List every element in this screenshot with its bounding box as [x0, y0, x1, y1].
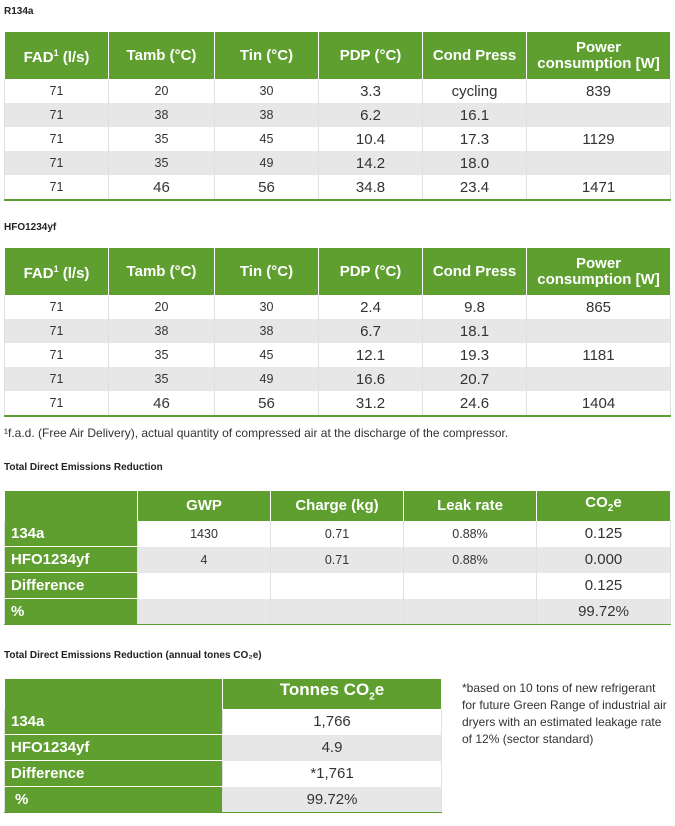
table-row [5, 343, 671, 367]
header-tamb: Tamb (°C) [109, 248, 215, 295]
r134a-title: R134a [4, 6, 34, 17]
cell: 71 [5, 127, 109, 151]
cell: 30 [215, 295, 319, 319]
cell: 2.4 [319, 295, 423, 319]
table-header-row [5, 679, 442, 709]
cell: 4 [138, 547, 271, 573]
row-label: % [5, 787, 223, 813]
cell: 49 [215, 151, 319, 175]
header-blank [5, 491, 138, 521]
header-fad: FAD$^1$ (l/s) [5, 248, 109, 295]
cell: 35 [109, 367, 215, 391]
table-row [5, 151, 671, 175]
cell: 71 [5, 367, 109, 391]
table-row [5, 599, 671, 625]
table-row [5, 391, 671, 416]
cell: 20 [109, 79, 215, 103]
table-row [5, 79, 671, 103]
table-header-row [5, 491, 671, 521]
emissions-title: Total Direct Emissions Reduction [4, 462, 163, 473]
cell: 31.2 [319, 391, 423, 416]
cell: 17.3 [423, 127, 527, 151]
cell: 0.88% [404, 547, 537, 573]
cell [404, 573, 537, 599]
header-pdp: PDP (°C) [319, 32, 423, 79]
cell [404, 599, 537, 625]
cell: 14.2 [319, 151, 423, 175]
cell: 1430 [138, 521, 271, 547]
table-row [5, 175, 671, 200]
row-label: HFO1234yf [5, 735, 223, 761]
cell: 56 [215, 391, 319, 416]
cell: 865 [527, 295, 671, 319]
header-blank [5, 679, 223, 709]
header-cond-press: Cond Press [423, 32, 527, 79]
table-row [5, 573, 671, 599]
cell [527, 103, 671, 127]
table-row [5, 787, 442, 813]
cell: 0.000 [537, 547, 671, 573]
cell: 1471 [527, 175, 671, 200]
cell: 10.4 [319, 127, 423, 151]
cell: 38 [109, 319, 215, 343]
cell: 6.2 [319, 103, 423, 127]
cell: 19.3 [423, 343, 527, 367]
cell: 3.3 [319, 79, 423, 103]
cell: 46 [109, 175, 215, 200]
cell: 71 [5, 103, 109, 127]
cell: 71 [5, 79, 109, 103]
cell: 0.125 [537, 521, 671, 547]
row-label: Difference [5, 573, 138, 599]
table-header-row [5, 248, 671, 295]
cell: 1181 [527, 343, 671, 367]
cell: 99.72% [537, 599, 671, 625]
cell: 71 [5, 391, 109, 416]
cell: 12.1 [319, 343, 423, 367]
cell: 99.72% [223, 787, 442, 813]
hfo-table [4, 248, 671, 417]
cell: 38 [215, 103, 319, 127]
header-leak-rate: Leak rate [404, 491, 537, 521]
header-cond-press: Cond Press [423, 248, 527, 295]
cell: 0.88% [404, 521, 537, 547]
row-label: HFO1234yf [5, 547, 138, 573]
cell: 35 [109, 343, 215, 367]
table-row [5, 367, 671, 391]
cell: 34.8 [319, 175, 423, 200]
header-fad: FAD$^1$ (l/s) [5, 32, 109, 79]
emissions-table [4, 491, 671, 625]
table-row [5, 709, 442, 735]
cell: 1129 [527, 127, 671, 151]
cell: 71 [5, 151, 109, 175]
table-row [5, 103, 671, 127]
header-tin: Tin (°C) [215, 248, 319, 295]
cell [527, 319, 671, 343]
cell [527, 151, 671, 175]
cell: 0.71 [271, 521, 404, 547]
row-label: 134a [5, 521, 138, 547]
footnote: ¹f.a.d. (Free Air Delivery), actual quantity of compressed air at the discharge of the compressor. [4, 426, 509, 440]
table-row [5, 735, 442, 761]
table-row [5, 761, 442, 787]
header-tonnes-co2e: Tonnes $CO_2e$ [223, 679, 442, 709]
cell: 71 [5, 319, 109, 343]
cell: 56 [215, 175, 319, 200]
cell: 71 [5, 175, 109, 200]
cell: 45 [215, 127, 319, 151]
table-row [5, 127, 671, 151]
cell [271, 573, 404, 599]
cell: 45 [215, 343, 319, 367]
row-label: Difference [5, 761, 223, 787]
annual-note: *based on 10 tons of new refrigerant for future Green Range of industrial air dryers with an estimated leakage rate of 12% (sector standard) [462, 681, 667, 746]
cell: 1,766 [223, 709, 442, 735]
cell: 839 [527, 79, 671, 103]
cell: 0.71 [271, 547, 404, 573]
header-power: Power consumption [W] [527, 32, 671, 79]
cell: 4.9 [223, 735, 442, 761]
cell: 71 [5, 295, 109, 319]
cell [527, 367, 671, 391]
header-charge: Charge (kg) [271, 491, 404, 521]
header-pdp: PDP (°C) [319, 248, 423, 295]
cell: 16.1 [423, 103, 527, 127]
cell [138, 599, 271, 625]
cell: 24.6 [423, 391, 527, 416]
cell: 38 [109, 103, 215, 127]
cell [271, 599, 404, 625]
row-label: 134a [5, 709, 223, 735]
cell: *1,761 [223, 761, 442, 787]
cell: 20 [109, 295, 215, 319]
table-row [5, 521, 671, 547]
cell: 18.0 [423, 151, 527, 175]
cell: 16.6 [319, 367, 423, 391]
row-label: % [5, 599, 138, 625]
header-tin: Tin (°C) [215, 32, 319, 79]
cell: 49 [215, 367, 319, 391]
cell: 1404 [527, 391, 671, 416]
header-power: Power consumption [W] [527, 248, 671, 295]
cell: 18.1 [423, 319, 527, 343]
cell: 71 [5, 343, 109, 367]
hfo-title: HFO1234yf [4, 222, 57, 233]
header-co2e: $CO_2e$ [537, 491, 671, 521]
table-row [5, 295, 671, 319]
cell: 0.125 [537, 573, 671, 599]
cell: 6.7 [319, 319, 423, 343]
cell: cycling [423, 79, 527, 103]
cell: 35 [109, 127, 215, 151]
cell: 23.4 [423, 175, 527, 200]
table-row [5, 547, 671, 573]
cell [138, 573, 271, 599]
cell: 9.8 [423, 295, 527, 319]
annual-table [4, 679, 442, 813]
table-row [5, 319, 671, 343]
table-header-row [5, 32, 671, 79]
cell: 38 [215, 319, 319, 343]
cell: 30 [215, 79, 319, 103]
header-gwp: GWP [138, 491, 271, 521]
r134a-table [4, 32, 671, 201]
cell: 20.7 [423, 367, 527, 391]
cell: 46 [109, 391, 215, 416]
cell: 35 [109, 151, 215, 175]
annual-title: Total Direct Emissions Reduction (annual tones CO₂e) [4, 650, 262, 661]
header-tamb: Tamb (°C) [109, 32, 215, 79]
